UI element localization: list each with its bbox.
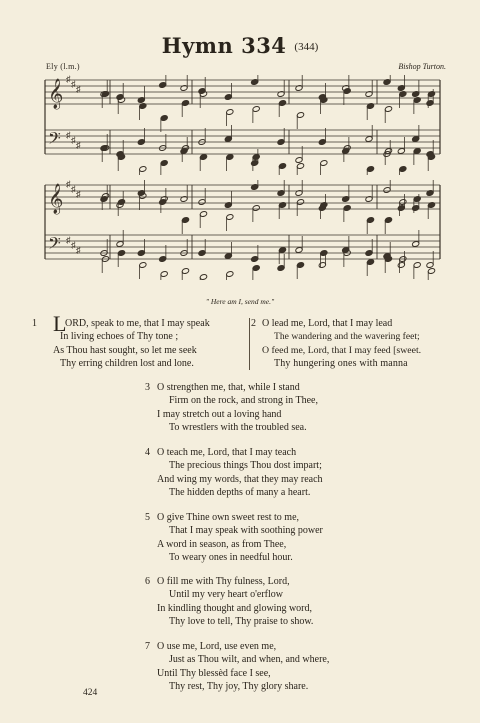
verse-line: Just as Thou wilt, and when, and where, xyxy=(169,654,330,666)
note-head xyxy=(160,271,168,278)
verse-line: Firm on the rock, and strong in Thee, xyxy=(169,395,318,407)
verse-line: Thy erring children lost and lone. xyxy=(60,358,194,370)
column-divider xyxy=(249,318,250,370)
verse-line: In kindling thought and glowing word, xyxy=(157,602,312,614)
note-head xyxy=(139,262,147,269)
note-head xyxy=(118,250,126,257)
key-signature-sharp: ♯ xyxy=(66,75,71,84)
note-head xyxy=(412,241,420,248)
note-head xyxy=(426,100,434,107)
verse-line: O feed me, Lord, that I may feed [sweet. xyxy=(262,344,422,356)
note-head xyxy=(226,109,234,116)
note-head xyxy=(318,262,326,269)
note-head xyxy=(397,262,405,269)
key-signature-sharp: ♯ xyxy=(76,189,81,199)
note-head xyxy=(426,262,434,269)
verse-number: 7 xyxy=(145,641,150,652)
treble-clef: 𝄞 xyxy=(48,79,64,109)
note-head xyxy=(413,262,421,269)
note-head xyxy=(160,160,168,167)
verse-line: I may stretch out a loving hand xyxy=(157,408,282,420)
verse-line: That I may speak with soothing power xyxy=(169,525,323,537)
note-head xyxy=(343,88,351,95)
note-head xyxy=(428,268,436,275)
note-head xyxy=(137,250,145,257)
note-head xyxy=(116,241,124,248)
hymn-title xyxy=(0,33,480,58)
verse-line: O lead me, Lord, that I may lead xyxy=(262,318,393,329)
note-head xyxy=(279,100,287,107)
note-head xyxy=(182,217,190,224)
note-head xyxy=(320,250,328,257)
verse-line: Thy hungering ones with manna xyxy=(274,358,408,370)
note-head xyxy=(297,112,305,119)
note-head xyxy=(251,160,259,167)
verse-line: O strengthen me, that, while I stand xyxy=(157,382,300,393)
note-head xyxy=(279,247,287,254)
verse-line: O use me, Lord, use even me, xyxy=(157,641,277,652)
drop-capital: L xyxy=(53,311,67,336)
note-head xyxy=(139,166,147,173)
verse-line: To wrestlers with the troubled sea. xyxy=(169,422,307,434)
note-head xyxy=(160,115,168,122)
note-head xyxy=(252,154,260,161)
bass-clef: 𝄢 xyxy=(48,128,61,152)
verse-line: To weary ones in needful hour. xyxy=(169,552,293,564)
note-head xyxy=(159,82,167,89)
verse-line: The wandering and the wavering feet; xyxy=(274,331,420,343)
note-head xyxy=(385,217,393,224)
verse-number: 2 xyxy=(251,318,256,329)
key-signature-sharp: ♯ xyxy=(76,245,81,255)
verse-number: 5 xyxy=(145,512,150,523)
key-signature-sharp: ♯ xyxy=(66,130,71,140)
note-head xyxy=(397,205,405,212)
verse-line: As Thou hast sought, so let me seek xyxy=(53,344,197,356)
note-head xyxy=(277,265,285,272)
note-head xyxy=(295,157,303,164)
note-head xyxy=(412,205,420,212)
note-head xyxy=(413,148,421,155)
note-head xyxy=(320,160,328,167)
note-head xyxy=(279,163,287,170)
note-head xyxy=(297,199,305,206)
note-head xyxy=(399,199,407,206)
note-head xyxy=(399,166,407,173)
composer-name: Bishop Turton. xyxy=(398,62,446,71)
verse-line: The precious things Thou dost impart; xyxy=(169,460,322,472)
note-head xyxy=(182,268,190,275)
note-head xyxy=(118,199,126,206)
note-head xyxy=(226,271,234,278)
verse-line: Until my very heart o'erflow xyxy=(169,589,283,601)
note-head xyxy=(412,136,420,143)
note-head xyxy=(251,256,259,263)
note-head xyxy=(367,259,375,266)
verse-line: A word in season, as from Thee, xyxy=(157,538,287,550)
verse-line: ORD, speak to me, that I may speak xyxy=(65,318,210,329)
verse-number: 6 xyxy=(145,576,150,587)
note-head xyxy=(297,163,305,170)
note-head xyxy=(397,148,405,155)
note-head xyxy=(159,256,167,263)
note-head xyxy=(224,94,232,101)
page-number: 424 xyxy=(83,688,98,698)
note-head xyxy=(137,139,145,146)
alt-hymn-number: (344) xyxy=(294,41,319,53)
note-head xyxy=(367,217,375,224)
key-signature-sharp: ♯ xyxy=(71,79,76,89)
note-head xyxy=(182,100,190,107)
verse-number: 4 xyxy=(145,447,150,458)
note-head xyxy=(318,139,326,146)
note-head xyxy=(198,199,206,206)
verse-line: O teach me, Lord, that I may teach xyxy=(157,447,297,458)
treble-clef: 𝄞 xyxy=(48,184,64,214)
note-head xyxy=(277,139,285,146)
verse-7 xyxy=(145,640,330,694)
verse-line: Until Thy blessèd face I see, xyxy=(157,667,271,679)
key-signature-sharp: ♯ xyxy=(66,235,71,245)
key-signature-sharp: ♯ xyxy=(76,84,81,94)
note-head xyxy=(200,211,208,218)
verse-line: O fill me with Thy fulness, Lord, xyxy=(157,576,290,587)
note-head xyxy=(367,166,375,173)
hymn-label: Hymn 334 xyxy=(161,33,287,58)
verse-line: Thy rest, Thy joy, Thy glory share. xyxy=(169,681,309,693)
note-head xyxy=(383,187,391,194)
music-system-2 xyxy=(40,180,445,280)
verse-line: In living echoes of Thy tone ; xyxy=(60,331,179,343)
scripture-caption: " Here am I, send me." xyxy=(205,297,275,306)
note-head xyxy=(365,136,373,143)
verse-5 xyxy=(145,511,323,565)
key-signature-sharp: ♯ xyxy=(71,184,76,194)
verse-line: The hidden depths of many a heart. xyxy=(169,487,311,499)
verse-number: 3 xyxy=(145,382,150,393)
tune-name: Ely (l.m.) xyxy=(46,62,80,71)
verse-number: 1 xyxy=(32,318,37,329)
verse-1 xyxy=(32,311,210,371)
note-head xyxy=(200,154,208,161)
note-head xyxy=(224,253,232,260)
note-head xyxy=(224,136,232,143)
verse-line: And wing my words, that they may reach xyxy=(157,473,323,485)
note-head xyxy=(297,262,305,269)
verse-line: Thy love to tell, Thy praise to show. xyxy=(169,616,314,628)
verse-6 xyxy=(145,575,314,629)
note-head xyxy=(252,265,260,272)
key-signature-sharp: ♯ xyxy=(71,135,76,145)
note-head xyxy=(198,250,206,257)
note-head xyxy=(295,247,303,254)
music-system-1 xyxy=(40,75,445,175)
bass-clef: 𝄢 xyxy=(48,233,61,257)
key-signature-sharp: ♯ xyxy=(76,140,81,150)
key-signature-sharp: ♯ xyxy=(66,180,71,189)
note-head xyxy=(252,205,260,212)
note-head xyxy=(226,214,234,221)
note-head xyxy=(252,106,260,113)
note-head xyxy=(200,274,208,280)
note-head xyxy=(365,250,373,257)
verse-2 xyxy=(251,317,422,371)
key-signature-sharp: ♯ xyxy=(71,240,76,250)
verse-4 xyxy=(145,446,323,500)
note-head xyxy=(385,106,393,113)
note-head xyxy=(226,154,234,161)
verse-line: O give Thine own sweet rest to me, xyxy=(157,512,300,523)
verse-3 xyxy=(145,381,318,435)
note-head xyxy=(343,205,351,212)
